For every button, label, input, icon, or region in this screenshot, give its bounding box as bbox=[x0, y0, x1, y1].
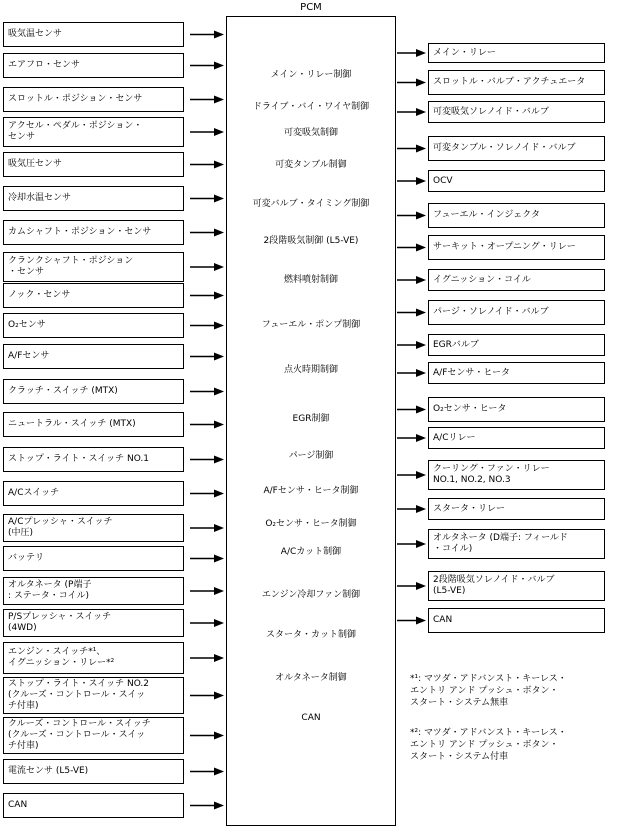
input-arrow bbox=[190, 128, 224, 136]
input-sensor-box: ストップ・ライト・スイッチ NO.1 bbox=[3, 447, 184, 472]
input-sensor-box: 冷却水温センサ bbox=[3, 186, 184, 211]
pcm-control-function: 燃料噴射制御 bbox=[283, 275, 338, 285]
input-arrow bbox=[190, 161, 224, 169]
input-arrow bbox=[190, 195, 224, 203]
input-sensor-box: O₂センサ bbox=[3, 313, 184, 338]
pcm-control-function: O₂センサ・ヒータ制御 bbox=[265, 519, 357, 529]
output-arrow bbox=[397, 49, 426, 57]
output-actuator-box: パージ・ソレノイド・バルブ bbox=[428, 300, 605, 325]
input-arrow bbox=[190, 31, 224, 39]
input-sensor-box: A/Fセンサ bbox=[3, 344, 184, 369]
output-actuator-box: OCV bbox=[428, 170, 605, 192]
input-arrow bbox=[190, 555, 224, 563]
pcm-control-function: 可変タンブル制御 bbox=[275, 160, 347, 170]
input-sensor-box: 吸気圧センサ bbox=[3, 152, 184, 177]
output-actuator-box: スタータ・リレー bbox=[428, 498, 605, 520]
input-sensor-box: ノック・センサ bbox=[3, 283, 184, 308]
input-arrow bbox=[190, 388, 224, 396]
footnote-2: *²: マツダ・アドバンスト・キーレス・ エントリ アンド プッシュ・ボタン・ スタート・システム付車 bbox=[410, 728, 567, 762]
input-sensor-box: CAN bbox=[3, 793, 184, 818]
input-sensor-box: エンジン・スイッチ*¹、 イグニッション・リレー*² bbox=[3, 642, 184, 674]
output-actuator-box: EGRバルブ bbox=[428, 334, 605, 356]
input-arrow bbox=[190, 263, 224, 271]
footnote-1: *¹: マツダ・アドバンスト・キーレス・ エントリ アンド プッシュ・ボタン・ スタート・システム無車 bbox=[410, 674, 567, 708]
pcm-control-function: スタータ・カット制御 bbox=[266, 630, 356, 640]
pcm-control-function: 点火時期制御 bbox=[283, 365, 338, 375]
input-sensor-box: P/Sプレッシャ・スイッチ (4WD) bbox=[3, 609, 184, 637]
output-arrow bbox=[397, 177, 426, 185]
output-arrow bbox=[397, 79, 426, 87]
output-actuator-box: 可変吸気ソレノイド・バルブ bbox=[428, 101, 605, 123]
input-sensor-box: クルーズ・コントロール・スイッチ (クルーズ・コントロール・スイッ チ付車) bbox=[3, 717, 184, 754]
input-sensor-box: 電流センサ (L5-VE) bbox=[3, 759, 184, 784]
output-arrow bbox=[397, 406, 426, 414]
input-arrow bbox=[190, 587, 224, 595]
pcm-control-function: 可変バルブ・タイミング制御 bbox=[252, 199, 370, 209]
output-arrow bbox=[397, 212, 426, 220]
input-sensor-box: バッテリ bbox=[3, 546, 184, 571]
pcm-control-function: エンジン冷却ファン制御 bbox=[261, 590, 361, 600]
output-actuator-box: CAN bbox=[428, 608, 605, 633]
output-actuator-box: クーリング・ファン・リレー NO.1, NO.2, NO.3 bbox=[428, 460, 605, 490]
pcm-control-function: フューエル・ポンプ制御 bbox=[261, 320, 361, 330]
pcm-control-function: 2段階吸気制御 (L5-VE) bbox=[263, 236, 359, 246]
input-arrow bbox=[190, 619, 224, 627]
pcm-control-function: 可変吸気制御 bbox=[283, 128, 338, 138]
output-arrow bbox=[397, 108, 426, 116]
input-arrow bbox=[190, 456, 224, 464]
input-sensor-box: オルタネータ (P端子 : ステータ・コイル) bbox=[3, 577, 184, 605]
input-arrow bbox=[190, 732, 224, 740]
pcm-control-function: ドライブ・バイ・ワイヤ制御 bbox=[252, 102, 370, 112]
output-actuator-box: A/Cリレー bbox=[428, 427, 605, 449]
output-arrow bbox=[397, 276, 426, 284]
input-arrow bbox=[190, 96, 224, 104]
input-arrow bbox=[190, 802, 224, 810]
output-actuator-box: 可変タンブル・ソレノイド・バルブ bbox=[428, 136, 605, 161]
input-arrow bbox=[190, 768, 224, 776]
output-arrow bbox=[397, 145, 426, 153]
output-actuator-box: メイン・リレー bbox=[428, 43, 605, 63]
pcm-control-function: A/Cカット制御 bbox=[280, 547, 342, 557]
output-actuator-box: イグニッション・コイル bbox=[428, 269, 605, 291]
input-arrow bbox=[190, 421, 224, 429]
pcm-control-function: パージ制御 bbox=[288, 451, 334, 461]
input-sensor-box: A/Cプレッシャ・スイッチ (中圧) bbox=[3, 514, 184, 542]
input-sensor-box: エアフロ・センサ bbox=[3, 53, 184, 78]
input-arrow bbox=[190, 62, 224, 70]
output-actuator-box: サーキット・オープニング・リレー bbox=[428, 235, 605, 260]
input-arrow bbox=[190, 524, 224, 532]
input-arrow bbox=[190, 490, 224, 498]
pcm-title: PCM bbox=[300, 2, 322, 13]
output-arrow bbox=[397, 369, 426, 377]
input-arrow bbox=[190, 322, 224, 330]
input-sensor-box: スロットル・ポジション・センサ bbox=[3, 87, 184, 112]
input-sensor-box: A/Cスイッチ bbox=[3, 481, 184, 506]
input-sensor-box: カムシャフト・ポジション・センサ bbox=[3, 220, 184, 245]
output-arrow bbox=[397, 244, 426, 252]
input-arrow bbox=[190, 692, 224, 700]
input-sensor-box: ニュートラル・スイッチ (MTX) bbox=[3, 412, 184, 437]
output-arrow bbox=[397, 471, 426, 479]
input-sensor-box: 吸気温センサ bbox=[3, 22, 184, 47]
output-arrow bbox=[397, 582, 426, 590]
pcm-control-function: EGR制御 bbox=[292, 414, 330, 424]
input-arrow bbox=[190, 353, 224, 361]
pcm-control-function: CAN bbox=[301, 713, 321, 723]
pcm-control-function: メイン・リレー制御 bbox=[270, 70, 352, 80]
output-arrow bbox=[397, 309, 426, 317]
output-arrow bbox=[397, 434, 426, 442]
input-arrow bbox=[190, 654, 224, 662]
input-sensor-box: アクセル・ペダル・ポジション・ センサ bbox=[3, 117, 184, 147]
input-sensor-box: クランクシャフト・ポジション ・センサ bbox=[3, 252, 184, 282]
output-arrow bbox=[397, 540, 426, 548]
output-actuator-box: フューエル・インジェクタ bbox=[428, 203, 605, 228]
input-sensor-box: ストップ・ライト・スイッチ NO.2 (クルーズ・コントロール・スイッ チ付車) bbox=[3, 677, 184, 714]
pcm-control-function: オルタネータ制御 bbox=[275, 673, 347, 683]
output-actuator-box: オルタネータ (D端子: フィールド ・コイル) bbox=[428, 529, 605, 559]
output-actuator-box: A/Fセンサ・ヒータ bbox=[428, 362, 605, 384]
output-actuator-box: スロットル・バルブ・アクチュエータ bbox=[428, 70, 605, 95]
pcm-control-function: A/Fセンサ・ヒータ制御 bbox=[263, 486, 359, 496]
output-arrow bbox=[397, 617, 426, 625]
output-actuator-box: O₂センサ・ヒータ bbox=[428, 397, 605, 422]
output-arrow bbox=[397, 505, 426, 513]
output-arrow bbox=[397, 341, 426, 349]
input-arrow bbox=[190, 229, 224, 237]
output-actuator-box: 2段階吸気ソレノイド・バルブ (L5-VE) bbox=[428, 571, 605, 601]
input-sensor-box: クラッチ・スイッチ (MTX) bbox=[3, 379, 184, 404]
input-arrow bbox=[190, 292, 224, 300]
